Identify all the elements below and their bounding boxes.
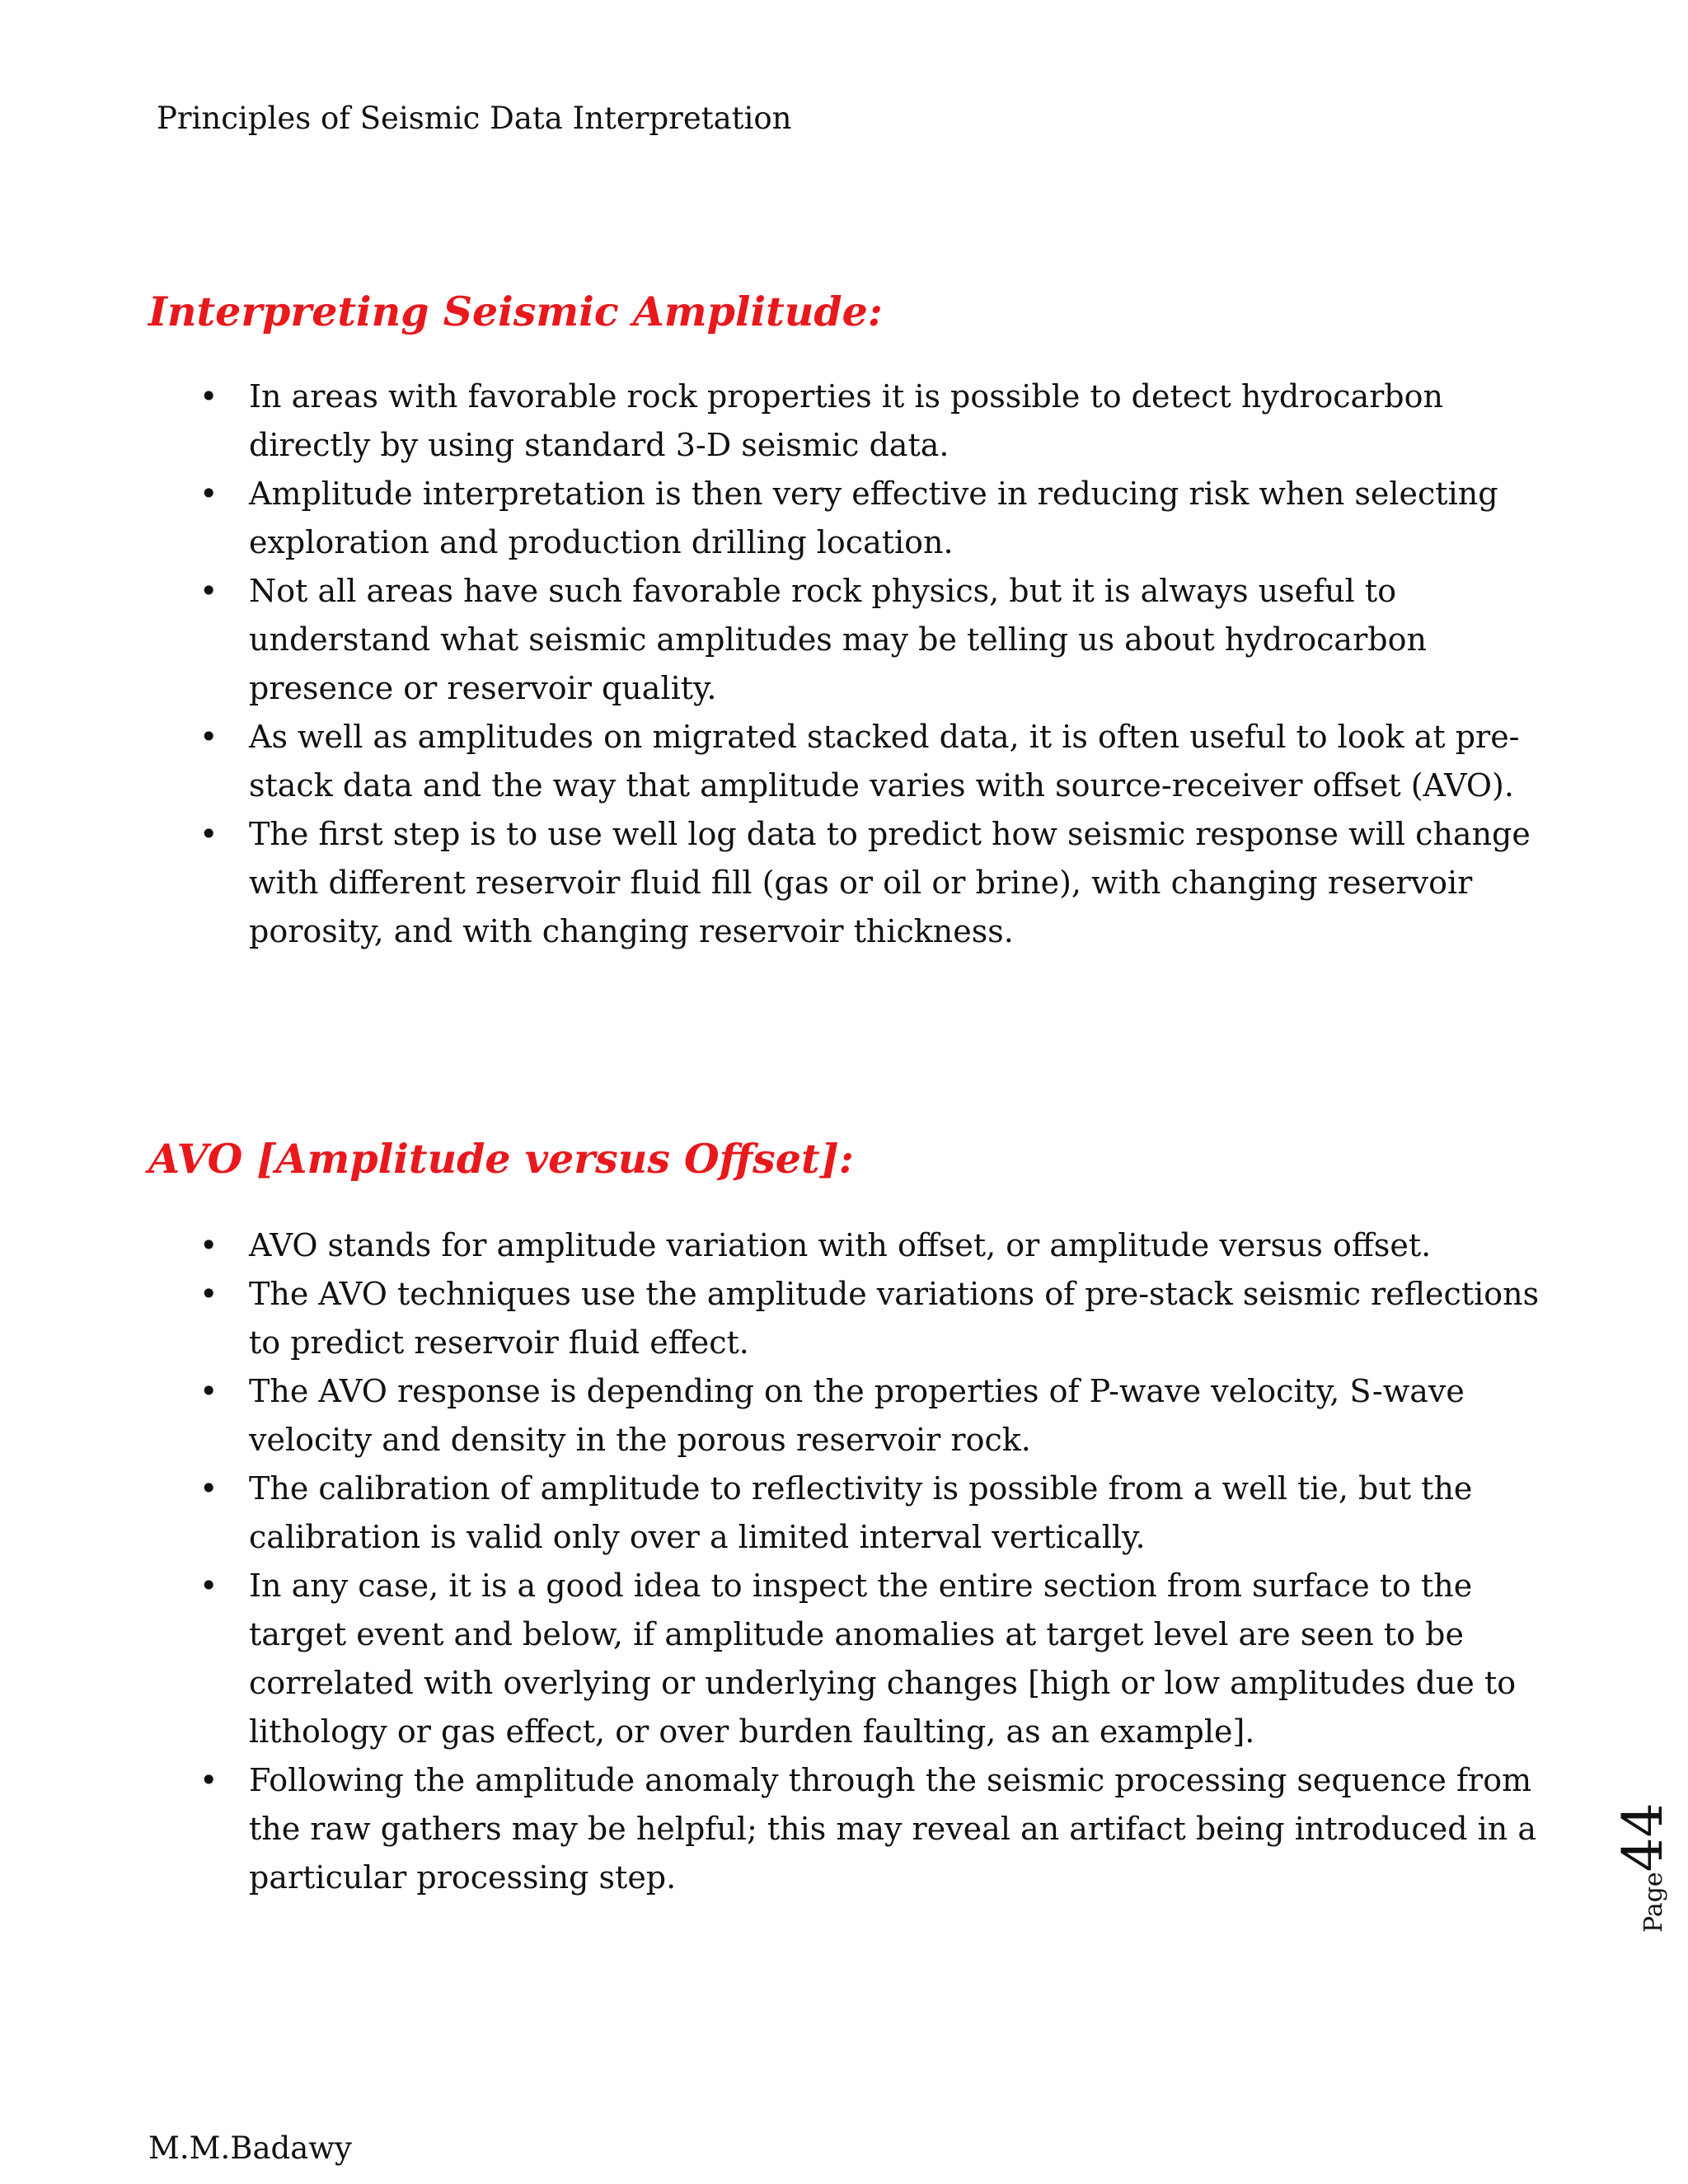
section-heading-avo: AVO [Amplitude versus Offset]: <box>148 1135 854 1183</box>
list-item: • The calibration of amplitude to reflectivity is possible from a well tie, but the calibration is valid only over a limited interval vertically. <box>0 1465 1551 1562</box>
list-item: • Following the amplitude anomaly through the seismic processing sequence from the raw gathers may be helpful; this may reveal an artifact being introduced in a particular processing step. <box>0 1756 1551 1902</box>
list-item: • The AVO techniques use the amplitude variations of pre-stack seismic reflections to predict reservoir fluid effect. <box>0 1270 1551 1367</box>
page-number <box>1611 1802 1675 1933</box>
list-item: • Amplitude interpretation is then very effective in reducing risk when selecting exploration and production drilling location. <box>0 470 1551 567</box>
list-item: • As well as amplitudes on migrated stacked data, it is often useful to look at pre-stack data and the way that amplitude varies with source-receiver offset (AVO). <box>0 713 1551 810</box>
list-item: • Not all areas have such favorable rock physics, but it is always useful to understand what seismic amplitudes may be telling us about hydrocarbon presence or reservoir quality. <box>0 567 1551 713</box>
list-item: • In areas with favorable rock properties it is possible to detect hydrocarbon directly by using standard 3-D seismic data. <box>0 373 1551 470</box>
list-item: • The first step is to use well log data to predict how seismic response will change with different reservoir fluid fill (gas or oil or brine), with changing reservoir porosity, and with changing reservoir thickness. <box>0 810 1551 956</box>
section-heading-interpreting-seismic-amplitude: Interpreting Seismic Amplitude: <box>148 288 883 335</box>
list-item: • In any case, it is a good idea to inspect the entire section from surface to the target event and below, if amplitude anomalies at target level are seen to be correlated with overlying or underlying changes [high or low amplitudes due to lithology or gas effect, or over burden faulting, as an example]. <box>0 1562 1551 1756</box>
running-header: Principles of Seismic Data Interpretation <box>157 101 792 136</box>
bullet-list-avo <box>0 1221 1688 1902</box>
bullet-list-interpreting-seismic-amplitude <box>0 373 1688 956</box>
list-item: • The AVO response is depending on the properties of P-wave velocity, S-wave velocity and density in the porous reservoir rock. <box>0 1367 1551 1465</box>
list-item: • AVO stands for amplitude variation with offset, or amplitude versus offset. <box>0 1221 1551 1270</box>
page-number-label: Page <box>1639 1872 1668 1933</box>
page-number-value: 44 <box>1611 1802 1675 1872</box>
footer-author: M.M.Badawy <box>148 2130 352 2166</box>
